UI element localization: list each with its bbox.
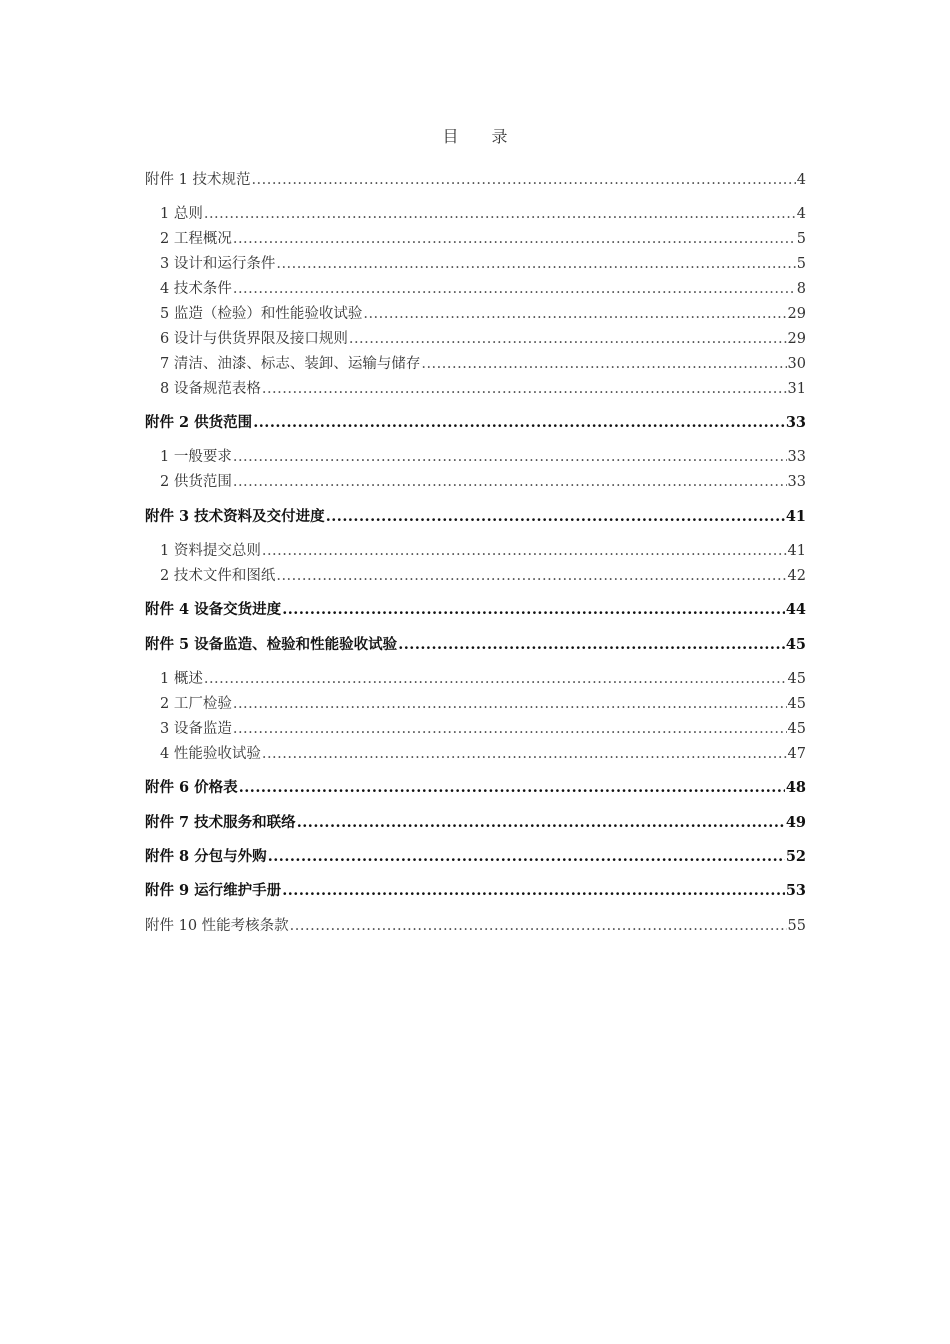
toc-gap [145, 658, 806, 668]
toc-dot-leader [233, 470, 787, 495]
toc-entry[interactable] [145, 252, 806, 277]
toc-entry-label: 附件 1 技术规范 [145, 172, 251, 188]
toc-dot-leader [276, 252, 795, 277]
toc-dot-leader [268, 845, 785, 870]
toc-entry-label: 附件 7 技术服务和联络 [145, 813, 296, 831]
toc-title: 目 录 [442, 127, 522, 146]
toc-entry[interactable] [145, 539, 806, 564]
toc-entry-label: 附件 10 性能考核条款 [145, 917, 289, 934]
toc-entry[interactable] [145, 845, 806, 870]
toc-gap [145, 767, 806, 777]
toc-entry-page-number: 4 [796, 206, 806, 223]
toc-entry-label: 2 工厂检验 [160, 696, 232, 713]
toc-entry-page-number: 29 [787, 330, 806, 347]
toc-entry[interactable] [145, 742, 806, 767]
toc-entry-page-number: 33 [787, 474, 806, 491]
toc-gap [145, 436, 806, 446]
toc-dot-leader [233, 227, 796, 252]
toc-entry-page-number: 33 [785, 414, 806, 432]
toc-entry-page-number: 44 [785, 601, 806, 619]
toc-entry-label: 2 技术文件和图纸 [160, 567, 276, 584]
toc-entry-label: 附件 3 技术资料及交付进度 [145, 507, 325, 525]
toc-entry-page-number: 45 [785, 635, 806, 653]
toc-dot-leader [290, 914, 787, 939]
toc-entry-label: 附件 4 设备交货进度 [145, 601, 282, 619]
toc-entry-page-number: 53 [785, 882, 806, 900]
toc-dot-leader [282, 879, 785, 904]
toc-entry[interactable] [145, 505, 806, 530]
toc-entry-label: 5 监造（检验）和性能验收试验 [160, 305, 363, 322]
toc-entry-page-number: 30 [787, 355, 806, 372]
toc-dot-leader [262, 539, 787, 564]
toc-entry-label: 附件 5 设备监造、检验和性能验收试验 [145, 635, 398, 653]
toc-entry[interactable] [145, 598, 806, 623]
toc-entry[interactable] [145, 692, 806, 717]
toc-entry[interactable] [145, 168, 806, 193]
toc-entry[interactable] [145, 470, 806, 495]
toc-entry[interactable] [145, 411, 806, 436]
toc-entry-page-number: 45 [787, 720, 806, 737]
toc-dot-leader [233, 717, 787, 742]
toc-gap [145, 870, 806, 880]
toc-dot-leader [251, 168, 795, 193]
toc-entry-label: 2 供货范围 [160, 474, 232, 491]
toc-entry-label: 2 工程概况 [160, 231, 232, 248]
toc-gap [145, 402, 806, 412]
toc-gap [145, 193, 806, 203]
toc-dot-leader [363, 302, 786, 327]
toc-entry-label: 4 性能验收试验 [160, 745, 261, 762]
toc-entry[interactable] [145, 667, 806, 692]
toc-entry-page-number: 29 [787, 305, 806, 322]
toc-dot-leader [233, 692, 787, 717]
toc-dot-leader [253, 411, 785, 436]
toc-entry-label: 3 设计和运行条件 [160, 256, 276, 273]
toc-entry-page-number: 4 [796, 172, 806, 188]
toc-entry[interactable] [145, 445, 806, 470]
toc-entry-label: 8 设备规范表格 [160, 380, 261, 397]
toc-dot-leader [349, 327, 787, 352]
toc-entry-page-number: 48 [785, 779, 806, 797]
toc-gap [145, 835, 806, 845]
toc-entry-label: 4 技术条件 [160, 281, 232, 298]
toc-entry-label: 附件 9 运行维护手册 [145, 882, 282, 900]
toc-dot-leader [276, 564, 786, 589]
toc-gap [145, 623, 806, 633]
toc-entry[interactable] [145, 277, 806, 302]
toc-entry-page-number: 31 [787, 380, 806, 397]
toc-entry[interactable] [145, 633, 806, 658]
toc-entry[interactable] [145, 879, 806, 904]
toc-entry-label: 附件 6 价格表 [145, 779, 238, 797]
toc-dot-leader [398, 633, 785, 658]
toc-entry-page-number: 55 [787, 917, 806, 934]
toc-entry-page-number: 5 [796, 231, 806, 248]
toc-entry-page-number: 33 [787, 449, 806, 466]
toc-entry[interactable] [145, 776, 806, 801]
toc-dot-leader [421, 352, 786, 377]
toc-entry[interactable] [145, 811, 806, 836]
toc-entry[interactable] [145, 914, 806, 939]
toc-entry-label: 1 总则 [160, 206, 203, 223]
toc-entry[interactable] [145, 302, 806, 327]
toc-gap [145, 530, 806, 540]
toc-entry[interactable] [145, 227, 806, 252]
toc-entry-page-number: 52 [785, 847, 806, 865]
toc-entry-page-number: 45 [787, 671, 806, 688]
toc-entry[interactable] [145, 352, 806, 377]
toc-dot-leader [204, 202, 796, 227]
toc-entry[interactable] [145, 717, 806, 742]
toc-entry-label: 1 资料提交总则 [160, 543, 261, 560]
toc-entry-label: 3 设备监造 [160, 720, 232, 737]
toc-entry-label: 附件 2 供货范围 [145, 414, 253, 432]
toc-dot-leader [282, 598, 785, 623]
toc-dot-leader [233, 277, 796, 302]
toc-dot-leader [297, 811, 785, 836]
toc-entry[interactable] [145, 327, 806, 352]
toc-entry-page-number: 5 [796, 256, 806, 273]
toc-gap [145, 589, 806, 599]
toc-dot-leader [262, 742, 787, 767]
toc-entry-label: 7 清洁、油漆、标志、装卸、运输与储存 [160, 355, 421, 372]
toc-entry[interactable] [145, 564, 806, 589]
toc-dot-leader [204, 667, 787, 692]
toc-gap [145, 904, 806, 914]
toc-gap [145, 801, 806, 811]
toc-entry-page-number: 47 [787, 745, 806, 762]
toc-entry-page-number: 45 [787, 696, 806, 713]
toc-entry-label: 6 设计与供货界限及接口规则 [160, 330, 348, 347]
toc-entry-page-number: 8 [796, 281, 806, 298]
toc-gap [145, 495, 806, 505]
toc-entry-page-number: 42 [787, 567, 806, 584]
toc-entry-page-number: 41 [785, 507, 806, 525]
toc-entry-page-number: 49 [785, 813, 806, 831]
table-of-contents [145, 168, 806, 939]
toc-entry-label: 1 概述 [160, 671, 203, 688]
toc-entry-label: 附件 8 分包与外购 [145, 847, 267, 865]
toc-dot-leader [233, 445, 787, 470]
toc-dot-leader [262, 377, 787, 402]
toc-entry-label: 1 一般要求 [160, 449, 232, 466]
toc-entry-page-number: 41 [787, 543, 806, 560]
toc-entry[interactable] [145, 202, 806, 227]
toc-dot-leader [326, 505, 785, 530]
toc-entry[interactable] [145, 377, 806, 402]
toc-dot-leader [239, 776, 785, 801]
